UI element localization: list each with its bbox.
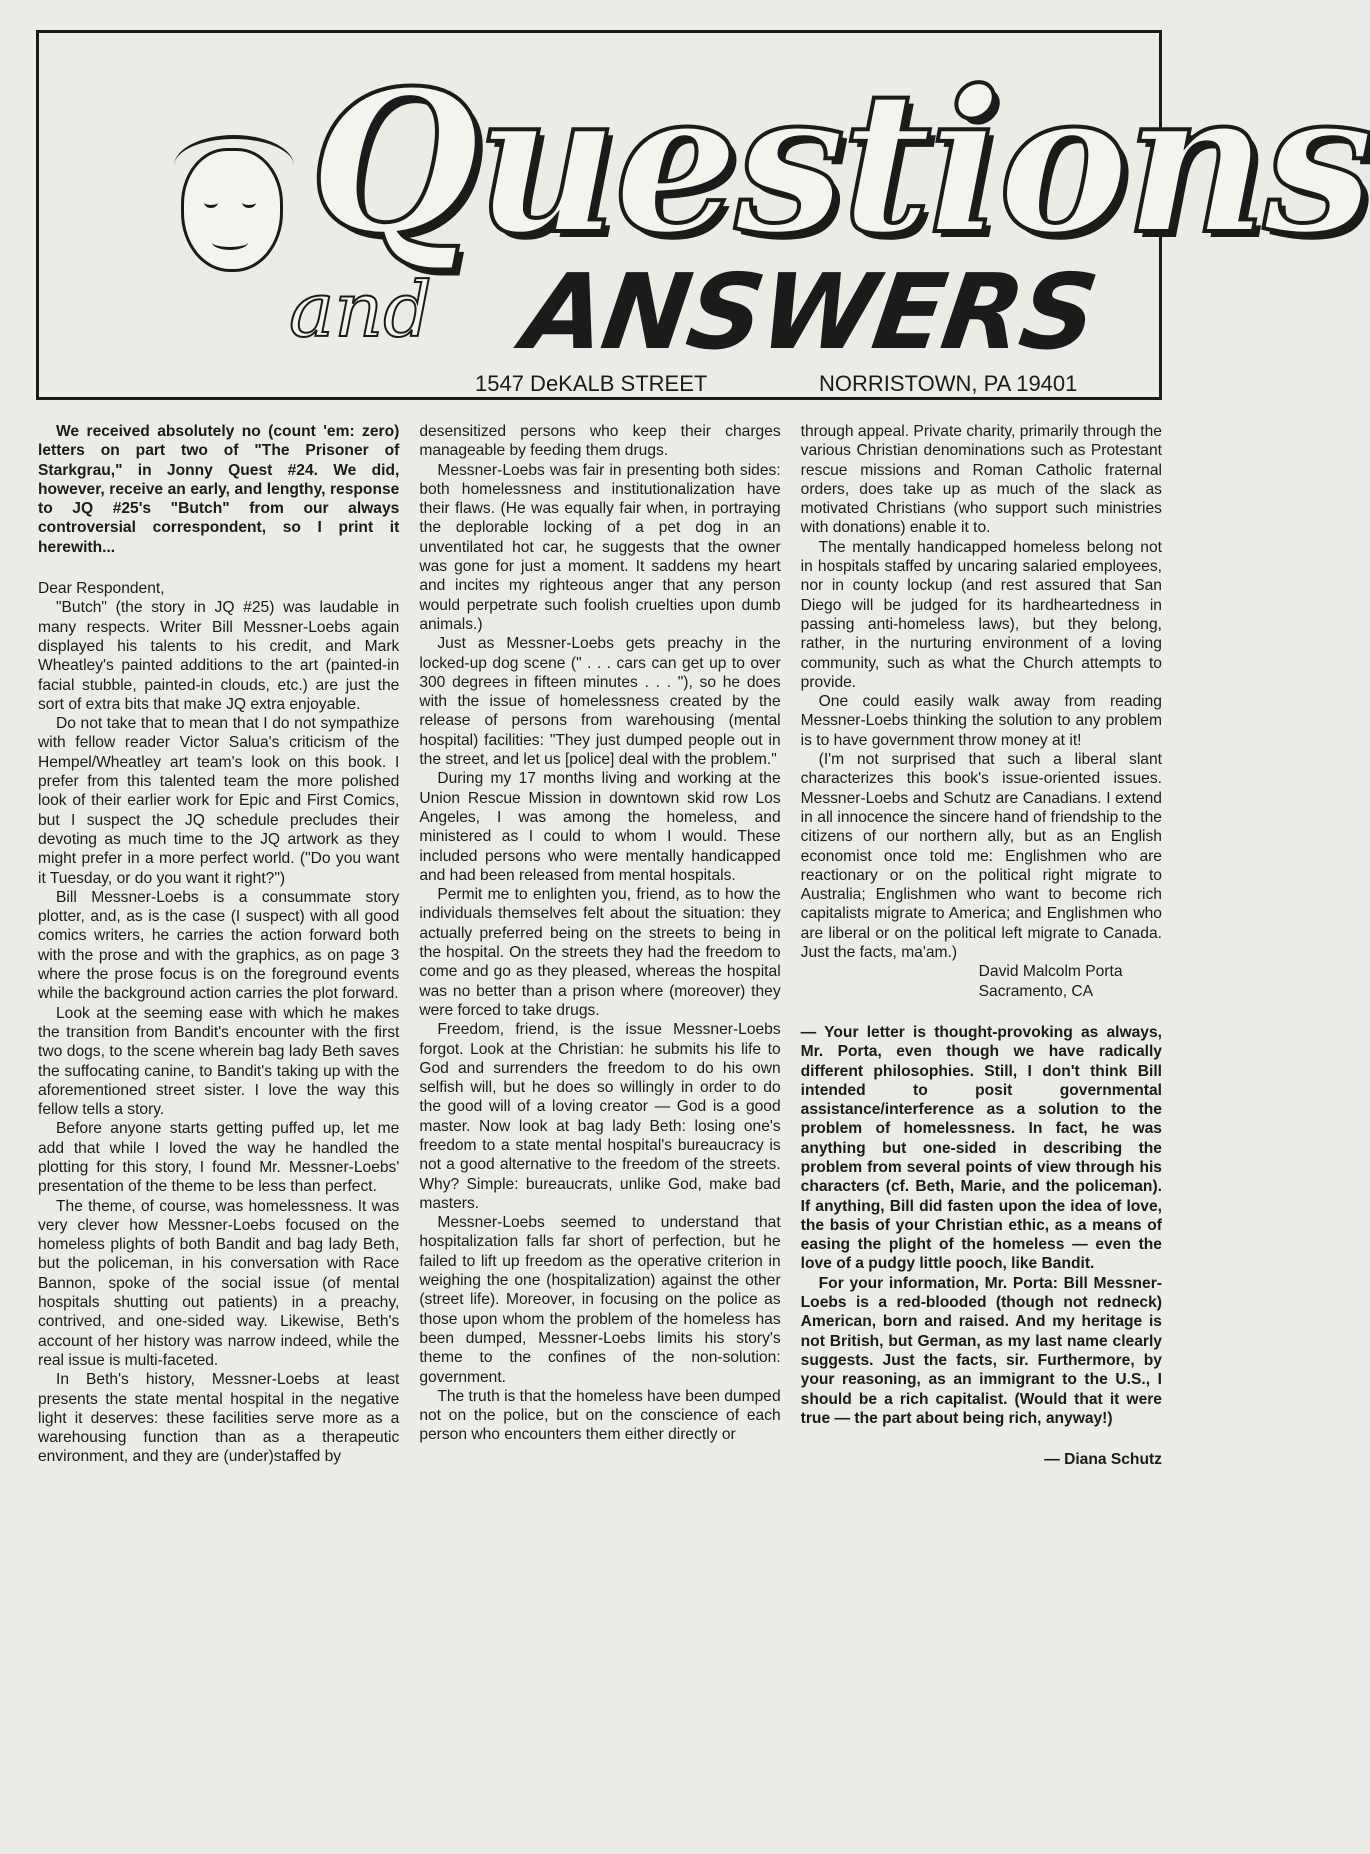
letter-paragraph: One could easily walk away from reading Messner-Loebs thinking the solution to any problem is to have government throw money at it! xyxy=(800,693,1162,749)
boy-face-illustration-icon xyxy=(181,148,283,272)
letter-paragraph: "Butch" (the story in JQ #25) was laudable in many respects. Writer Bill Messner-Loebs again displayed his talents to his credit, and Mark Wheatley's painted additions to the art (painted-in facial stubble, painted-in clouds, etc.) are just the sort of extra bits that make JQ extra enjoyable. xyxy=(38,599,400,713)
letter-paragraph: Just as Messner-Loebs gets preachy in the locked-up dog scene (" . . . cars can get up to over 300 degrees in fifteen minutes . . . "), so he does with the issue of homelessness created by the release of persons from warehousing (mental hospital) facilities: "They just dumped people out in the street, and let us [police] deal with the problem." xyxy=(419,635,781,769)
signature-place: Sacramento, CA xyxy=(978,982,1094,1000)
column-1 xyxy=(38,422,399,1822)
letter-paragraph: through appeal. Private charity, primarily through the various Christian denominations such as Protestant rescue missions and Roman Catholic fraternal orders, does take up as much of the slack as motivated Christians (who support such ministries with donations) enable it to. xyxy=(800,423,1162,537)
letter-paragraph: desensitized persons who keep their charges manageable by feeding them drugs. xyxy=(419,423,781,460)
column-3 xyxy=(801,422,1162,1822)
letter-paragraph: Permit me to enlighten you, friend, as to how the individuals themselves felt about the situation: they actually preferred being on the streets to being in the hospital. On the streets they had the freedom to come and go as they pleased, whereas the hospital was no better than a prison where (moreover) they were forced to take drugs. xyxy=(419,886,781,1019)
title-answers: ANSWERS xyxy=(516,251,1103,373)
letter-paragraph: Before anyone starts getting puffed up, let me add that while I loved the way he handled the plotting for this story, I found Mr. Messner-Loebs' presentation of the theme to be less than perfect. xyxy=(38,1120,400,1196)
letter-paragraph: (I'm not surprised that such a liberal slant characterizes this book's issue-oriented issues. Messner-Loebs and Schutz are Canadians. I extend in all innocence the sincere hand of friendship to the citizens of our northern ally, but as an English economist once told me: Englishmen who are reactionary or on the political right migrate to Australia; Englishmen who want to become rich capitalists migrate to America; and Englishmen who are liberal or on the political left migrate to Canada. Just the facts, ma'am.) xyxy=(800,751,1162,962)
title-and: and xyxy=(289,265,432,354)
header-box xyxy=(36,30,1370,400)
letter-paragraph: Messner-Loebs seemed to understand that hospitalization falls far short of perfection, but he failed to lift up freedom as the operative criterion in weighing the one (hospitalization) against the other (street life). Moreover, in focusing on the police as those upon whom the problem of the homeless has been dumped, Messner-Loebs limits his story's theme to the confines of the non-solution: government. xyxy=(419,1214,781,1386)
title-questions: Questions xyxy=(309,48,1370,278)
letter-paragraph: The theme, of course, was homelessness. It was very clever how Messner-Loebs focused on the homeless plights of both Bandit and bag lady Beth, but the policeman, in his conversation with Race Bannon, spoke of the social issue (of mental hospitals shutting out patients) in a preachy, contrived, and one-sided way. Likewise, Beth's account of her history was narrow indeed, while the real issue is multi-faceted. xyxy=(38,1197,400,1369)
column-2 xyxy=(419,422,780,1822)
editor-reply: For your information, Mr. Porta: Bill Messner-Loebs is a red-blooded (though not redneck) American, born and raised. And my heritage is not British, but German, as my last name clearly suggests. Just the facts, sir. Furthermore, by your reasoning, as an immigrant to the U.S., I should be a rich capitalist. (Would that it were true — the part about being rich, anyway!) xyxy=(800,1274,1162,1427)
letter-paragraph: The truth is that the homeless have been dumped not on the police, but on the conscience of each person who encounters them either directly or xyxy=(419,1387,781,1444)
salutation: Dear Respondent, xyxy=(38,580,165,598)
letter-paragraph: In Beth's history, Messner-Loebs at least presents the state mental hospital in the negative light it deserves: these facilities serve more as a warehousing function than as a therapeutic environment, and they are (under)staffed by xyxy=(38,1371,400,1466)
letter-paragraph: During my 17 months living and working at the Union Rescue Mission in downtown skid row Los Angeles, I was among the homeless, and ministered as I could to whom I would. These included persons who were mentally handicapped and had been released from mental hospitals. xyxy=(419,770,781,884)
letter-paragraph: Look at the seeming ease with which he makes the transition from Bandit's encounter with the first two dogs, to the scene wherein bag lady Beth saves the suffocating canine, to Bandit's taking up with the aforementioned street sister. I love the way this fellow tells a story. xyxy=(38,1004,400,1119)
address-street: 1547 DeKALB STREET xyxy=(475,371,708,396)
editor-reply: — Your letter is thought-provoking as always, Mr. Porta, even though we have radically different philosophies. Still, I don't think Bill intended to posit governmental assistance/interference as a solution to the problem of homelessness. In fact, he was anything but one-sided in describing the problem from several points of view through his characters (cf. Beth, Marie, and the policeman). If anything, Bill did fasten upon the idea of love, the basis of your Christian ethic, as a means of easing the plight of the homeless — even the love of a pudgy little pooch, like Bandit. xyxy=(800,1023,1162,1273)
signature-name: David Malcolm Porta xyxy=(978,963,1123,981)
letter-paragraph: Do not take that to mean that I do not sympathize with fellow reader Victor Salua's criticism of the Hempel/Wheatley art team's look on this book. I prefer from this talented team the more polished look of their earlier work for Epic and First Comics, but I suspect the JQ schedule precludes their devoting as much time to the JQ artwork as they might prefer in a more perfect world. ("Do you want it Tuesday, or do you want it right?") xyxy=(38,715,400,887)
letter-columns xyxy=(38,422,1162,1822)
letter-paragraph: Messner-Loebs was fair in presenting both sides: both homelessness and institutionalization have their flaws. (He was equally fair when, in portraying the deplorable locking of a pet dog in an unventilated hot car, he suggests that the owner was gone for just a moment. It saddens my heart and incites my righteous anger that any person would perpetrate such foolish cruelties upon dumb animals.) xyxy=(419,461,781,633)
editor-signature: — Diana Schutz xyxy=(1044,1451,1162,1469)
address-city: NORRISTOWN, PA 19401 xyxy=(819,371,1078,396)
letter-paragraph: The mentally handicapped homeless belong not in hospitals staffed by uncaring salaried employees, nor in county lockup (and rest assured that San Diego will be judged for its hardheartedness in passing anti-homeless laws), but they belong, rather, in the nurturing environment of a loving community, such as what the Church attempts to provide. xyxy=(800,538,1162,691)
editor-intro: We received absolutely no (count 'em: zero) letters on part two of "The Prisoner of Starkgrau," in Jonny Quest #24. We did, however, receive an early, and lengthy, response to JQ #25's "Butch" from our always controversial correspondent, so I print it herewith... xyxy=(38,423,400,556)
letter-paragraph: Bill Messner-Loebs is a consummate story plotter, and, as is the case (I suspect) with all good comics writers, he carries the action forward both with the prose and with the graphics, as on page 3 where the prose focus is on the foreground events while the background action carries the plot forward. xyxy=(38,888,400,1003)
letter-paragraph: Freedom, friend, is the issue Messner-Loebs forgot. Look at the Christian: he submits his life to God and surrenders the freedom to do his own selfish will, but he does so willingly in order to do the good will of a loving creator — God is a good master. Now look at bag lady Beth: losing one's freedom to a state mental hospital's bureaucracy is not a good alternative to the freedom of the streets. Why? Simple: bureaucrats, unlike God, make bad masters. xyxy=(419,1021,781,1212)
